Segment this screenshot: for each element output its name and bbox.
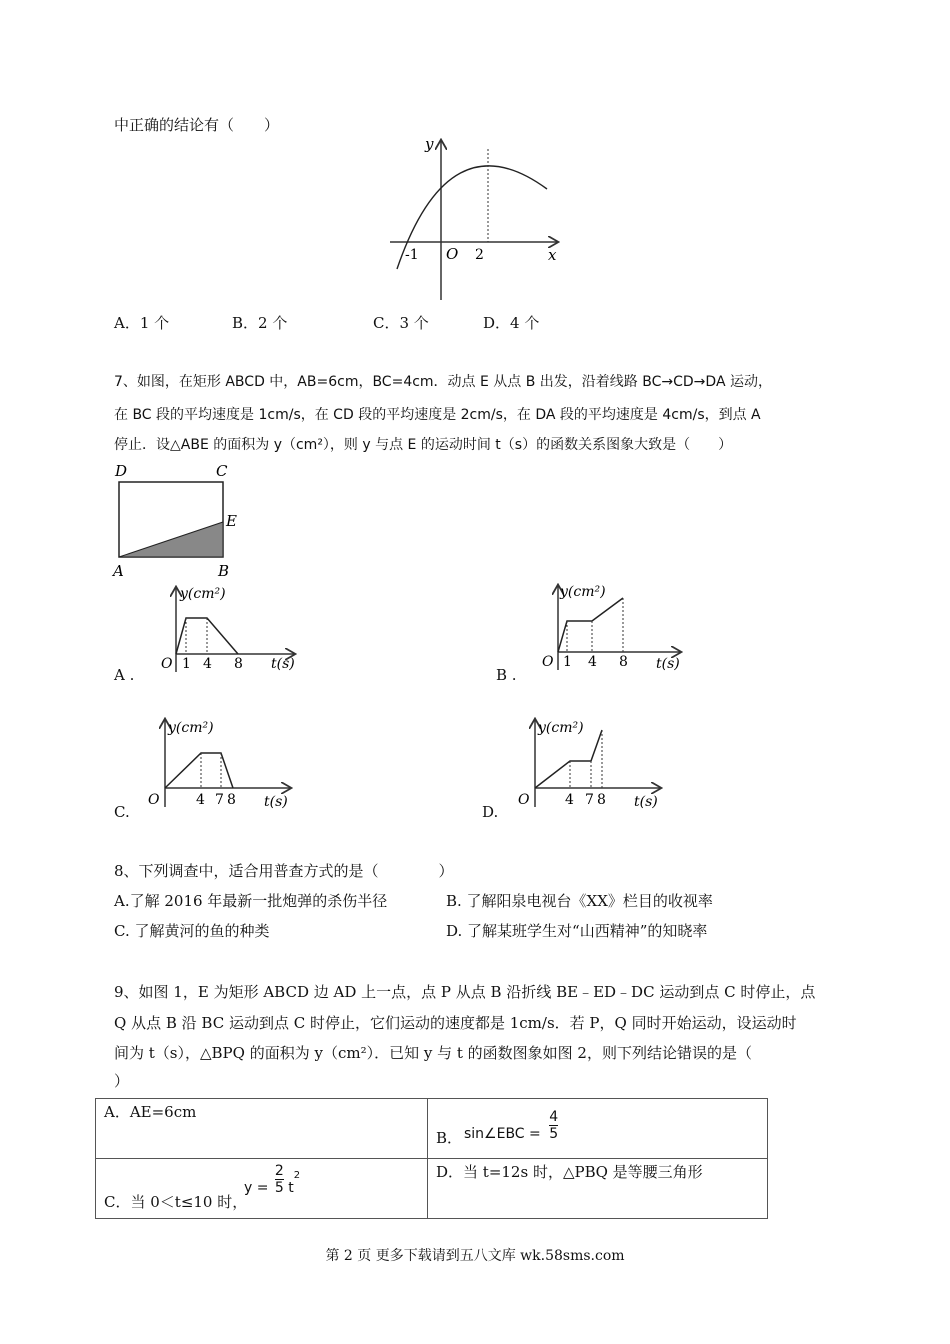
tick-4: 4 bbox=[565, 792, 574, 808]
t-label: t(s) bbox=[656, 656, 680, 672]
vertex-c: C bbox=[216, 462, 228, 480]
exponent: 2 bbox=[293, 1169, 301, 1181]
q7-graph-c bbox=[140, 712, 295, 814]
x-axis-label: x bbox=[548, 246, 557, 264]
tick-8: 8 bbox=[227, 792, 236, 808]
q9-stem-line1: 9、如图 1，E 为矩形 ABCD 边 AD 上一点，点 P 从点 B 沿折线 BE﹣ED﹣DC 运动到点 C 时停止，点 bbox=[114, 983, 816, 1001]
tick-1: 1 bbox=[182, 656, 191, 672]
q9-stem-line4: ） bbox=[114, 1072, 130, 1090]
q9-option-a: A．AE=6cm bbox=[104, 1103, 197, 1121]
q8-option-c: C. 了解黄河的鱼的种类 bbox=[114, 922, 270, 940]
variable-t: t bbox=[288, 1179, 294, 1196]
q9-option-c-cell bbox=[96, 1159, 428, 1219]
q9-options-table bbox=[95, 1098, 768, 1219]
fraction bbox=[549, 1109, 558, 1142]
q7-stem-line3: 停止．设△ABE 的面积为 y（cm²），则 y 与点 E 的运动时间 t（s）的函数关系图象大致是（ ） bbox=[114, 437, 733, 453]
q9-option-b-formula bbox=[464, 1109, 558, 1142]
graph-c-line bbox=[165, 753, 233, 788]
q9-option-d-cell bbox=[428, 1159, 768, 1219]
q6-option-c: C．3 个 bbox=[373, 314, 429, 332]
tick-1: 1 bbox=[563, 654, 572, 670]
q7-stem-line1: 7、如图，在矩形 ABCD 中，AB=6cm，BC=4cm．动点 E 从点 B 出发，沿着线路 BC→CD→DA 运动， bbox=[114, 374, 772, 390]
tick-4: 4 bbox=[203, 656, 212, 672]
tick-4: 4 bbox=[196, 792, 205, 808]
q7-graph-b-label: B . bbox=[496, 666, 517, 684]
t-label: t(s) bbox=[634, 794, 658, 810]
fraction bbox=[275, 1163, 284, 1196]
graph-d-line bbox=[535, 730, 602, 788]
y-axis-label: y bbox=[425, 135, 434, 153]
graph-b-line bbox=[558, 598, 623, 652]
vertex-e: E bbox=[226, 512, 237, 530]
y-label: y(cm²) bbox=[180, 586, 226, 602]
y-label: y(cm²) bbox=[168, 720, 214, 736]
q9-stem-line3: 间为 t（s），△BPQ 的面积为 y（cm²）．已知 y 与 t 的函数图象如图 2，则下列结论错误的是（ bbox=[114, 1044, 752, 1062]
q7-graph-d bbox=[510, 712, 665, 814]
vertex-d: D bbox=[115, 462, 128, 480]
t-label: t(s) bbox=[271, 656, 295, 672]
y-lhs: y = bbox=[244, 1179, 269, 1196]
numerator: 2 bbox=[274, 1163, 284, 1179]
q7-stem-line2: 在 BC 段的平均速度是 1cm/s，在 CD 段的平均速度是 2cm/s，在 DA 段的平均速度是 4cm/s，到点 A bbox=[114, 407, 761, 423]
q9-option-b-label: B． bbox=[436, 1129, 463, 1147]
q8-option-a: A.了解 2016 年最新一批炮弹的杀伤半径 bbox=[114, 892, 388, 910]
q9-option-c-label: C．当 0＜t≤10 时， bbox=[104, 1193, 248, 1211]
q9-option-c-formula bbox=[244, 1163, 300, 1196]
tick-8: 8 bbox=[234, 656, 243, 672]
tick-7: 7 bbox=[215, 792, 224, 808]
q6-stem-tail: 中正确的结论有（ ） bbox=[114, 116, 280, 134]
tick-neg1: -1 bbox=[405, 247, 419, 263]
tick-2: 2 bbox=[475, 247, 484, 263]
triangle-abe bbox=[119, 522, 223, 557]
q6-option-b: B．2 个 bbox=[232, 314, 288, 332]
q9-option-a-cell bbox=[96, 1099, 428, 1159]
q7-graph-d-label: D. bbox=[482, 803, 499, 821]
denominator: 5 bbox=[549, 1126, 559, 1142]
q6-option-a: A．1 个 bbox=[114, 314, 170, 332]
q7-graph-a-label: A . bbox=[114, 666, 135, 684]
q9-option-b-cell bbox=[428, 1099, 768, 1159]
y-label: y(cm²) bbox=[560, 584, 606, 600]
q7-rectangle-figure bbox=[110, 460, 250, 580]
tick-8: 8 bbox=[597, 792, 606, 808]
sin-lhs: sin∠EBC = bbox=[464, 1125, 541, 1142]
vertex-b: B bbox=[218, 562, 230, 580]
t-label: t(s) bbox=[264, 794, 288, 810]
origin: O bbox=[148, 792, 160, 808]
denominator: 5 bbox=[274, 1180, 284, 1196]
q7-graph-a bbox=[148, 582, 298, 677]
q7-graph-b bbox=[530, 580, 685, 677]
page-footer: 第 2 页 更多下载请到五八文库 wk.58sms.com bbox=[325, 1248, 625, 1264]
q8-option-d: D. 了解某班学生对“山西精神”的知晓率 bbox=[446, 922, 708, 940]
origin: O bbox=[518, 792, 530, 808]
tick-4: 4 bbox=[588, 654, 597, 670]
q6-option-d: D．4 个 bbox=[483, 314, 540, 332]
origin: O bbox=[542, 654, 554, 670]
q9-stem-line2: Q 从点 B 沿 BC 运动到点 C 时停止，它们运动的速度都是 1cm/s．若 P，Q 同时开始运动，设运动时 bbox=[114, 1014, 797, 1032]
q6-parabola-graph bbox=[385, 135, 565, 305]
numerator: 4 bbox=[549, 1109, 559, 1125]
origin-label: O bbox=[446, 245, 459, 263]
vertex-a: A bbox=[113, 562, 124, 580]
origin: O bbox=[161, 656, 173, 672]
q9-option-d: D．当 t=12s 时，△PBQ 是等腰三角形 bbox=[436, 1163, 703, 1181]
y-label: y(cm²) bbox=[538, 720, 584, 736]
q8-option-b: B. 了解阳泉电视台《XX》栏目的收视率 bbox=[446, 892, 713, 910]
q7-graph-c-label: C. bbox=[114, 803, 130, 821]
parabola-curve bbox=[397, 166, 547, 269]
tick-8: 8 bbox=[619, 654, 628, 670]
tick-7: 7 bbox=[585, 792, 594, 808]
q8-stem: 8、下列调查中，适合用普查方式的是（ ） bbox=[114, 862, 454, 880]
